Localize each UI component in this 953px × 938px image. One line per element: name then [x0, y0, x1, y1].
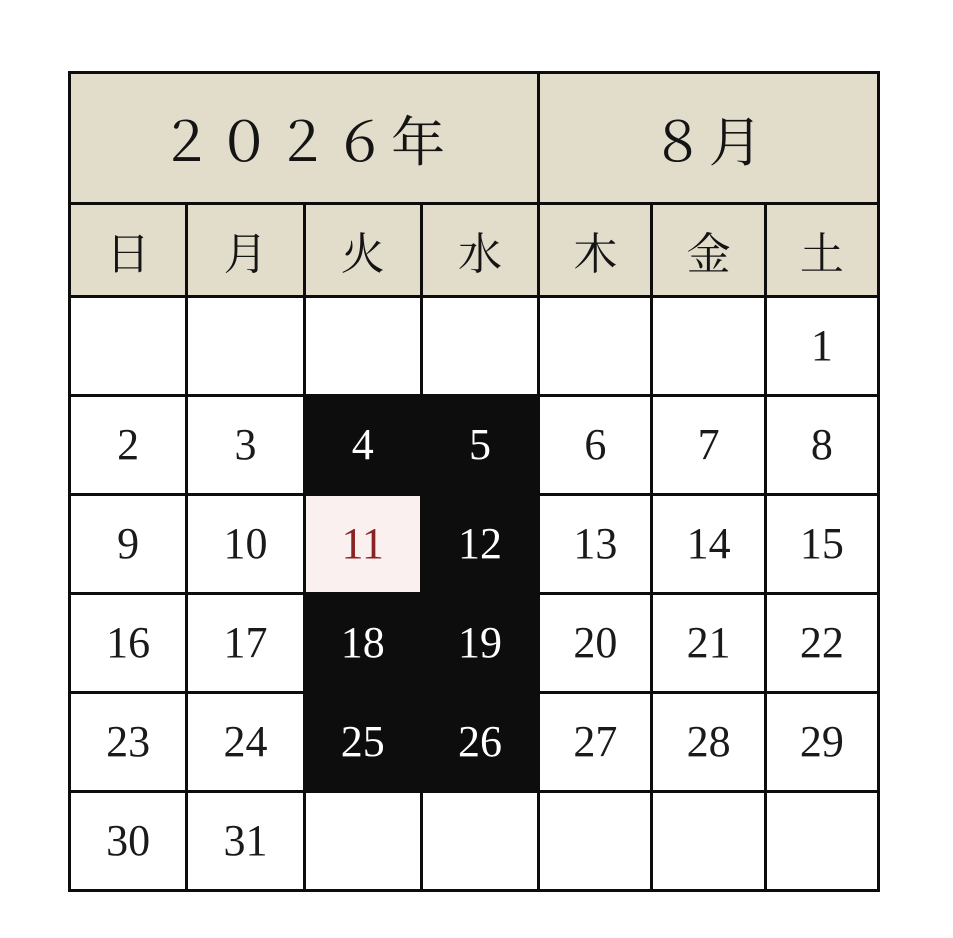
calendar-day-number: 20	[573, 618, 618, 667]
calendar-day-cell-empty	[765, 792, 878, 891]
weekday-header-1: 月	[187, 204, 304, 297]
calendar-day-number: 12	[458, 519, 503, 568]
calendar-day-number: 13	[573, 519, 618, 568]
calendar-day-cell-empty	[421, 792, 538, 891]
calendar-week-row	[70, 297, 879, 396]
calendar-day-cell[interactable]	[304, 693, 421, 792]
calendar-day-cell[interactable]	[765, 396, 878, 495]
calendar-day-cell[interactable]	[304, 495, 421, 594]
calendar-day-number: 11	[341, 519, 384, 568]
calendar-day-cell-empty	[304, 792, 421, 891]
calendar-day-cell[interactable]	[421, 693, 538, 792]
calendar-day-cell[interactable]	[187, 594, 304, 693]
calendar-day-number: 1	[810, 321, 833, 370]
calendar-day-number: 15	[799, 519, 844, 568]
calendar-day-number: 9	[117, 519, 140, 568]
calendar-week-row	[70, 792, 879, 891]
calendar-day-number: 5	[469, 420, 492, 469]
calendar-day-number: 7	[697, 420, 720, 469]
calendar-day-cell[interactable]	[539, 495, 652, 594]
calendar-day-number: 27	[573, 717, 618, 766]
calendar-day-number: 22	[799, 618, 844, 667]
calendar-year-label: ２０２６年	[70, 73, 539, 204]
calendar-day-number: 24	[223, 717, 268, 766]
calendar-day-cell[interactable]	[765, 297, 878, 396]
calendar-day-cell[interactable]	[304, 594, 421, 693]
calendar-day-number: 8	[810, 420, 833, 469]
calendar-day-number: 29	[799, 717, 844, 766]
calendar-day-cell[interactable]	[765, 693, 878, 792]
calendar-day-cell-empty	[652, 297, 765, 396]
calendar-day-number: 19	[458, 618, 503, 667]
calendar-day-number: 6	[584, 420, 607, 469]
calendar-day-number: 4	[351, 420, 374, 469]
calendar-body	[70, 73, 879, 891]
calendar-day-cell[interactable]	[652, 594, 765, 693]
calendar-week-row	[70, 495, 879, 594]
calendar-day-cell[interactable]	[70, 396, 187, 495]
calendar-day-number: 31	[223, 816, 268, 865]
calendar-day-cell[interactable]	[421, 495, 538, 594]
calendar-day-cell[interactable]	[70, 594, 187, 693]
calendar-day-cell[interactable]	[187, 792, 304, 891]
weekday-header-5: 金	[652, 204, 765, 297]
calendar-day-number: 21	[686, 618, 731, 667]
weekday-header-4: 木	[539, 204, 652, 297]
calendar-day-number: 16	[106, 618, 151, 667]
calendar-week-row	[70, 396, 879, 495]
calendar-day-cell-empty	[70, 297, 187, 396]
monthly-calendar	[68, 71, 880, 892]
calendar-day-number: 28	[686, 717, 731, 766]
calendar-month-label: ８月	[539, 73, 879, 204]
weekday-header-6: 土	[765, 204, 878, 297]
calendar-day-number: 17	[223, 618, 268, 667]
calendar-day-cell[interactable]	[70, 792, 187, 891]
calendar-day-cell[interactable]	[765, 495, 878, 594]
calendar-day-cell[interactable]	[539, 693, 652, 792]
calendar-day-cell[interactable]	[652, 693, 765, 792]
calendar-day-number: 18	[340, 618, 385, 667]
calendar-day-cell[interactable]	[304, 396, 421, 495]
calendar-day-cell[interactable]	[539, 594, 652, 693]
calendar-day-number: 3	[234, 420, 257, 469]
calendar-day-cell-empty	[187, 297, 304, 396]
calendar-day-cell[interactable]	[187, 396, 304, 495]
calendar-day-number: 2	[117, 420, 140, 469]
weekday-header-3: 水	[421, 204, 538, 297]
calendar-day-cell[interactable]	[70, 495, 187, 594]
weekday-header-2: 火	[304, 204, 421, 297]
calendar-day-cell-empty	[539, 792, 652, 891]
calendar-day-cell[interactable]	[421, 594, 538, 693]
calendar-day-number: 30	[106, 816, 151, 865]
calendar-day-cell[interactable]	[187, 693, 304, 792]
calendar-day-number: 10	[223, 519, 268, 568]
calendar-week-row	[70, 594, 879, 693]
calendar-day-number: 23	[106, 717, 151, 766]
calendar-day-cell[interactable]	[652, 495, 765, 594]
calendar-week-row	[70, 693, 879, 792]
calendar-day-cell[interactable]	[765, 594, 878, 693]
weekday-header-0: 日	[70, 204, 187, 297]
calendar-day-number: 26	[458, 717, 503, 766]
calendar-day-cell[interactable]	[187, 495, 304, 594]
calendar-day-cell[interactable]	[539, 396, 652, 495]
calendar-day-cell[interactable]	[652, 396, 765, 495]
calendar-day-number: 14	[686, 519, 731, 568]
calendar-day-cell[interactable]	[421, 396, 538, 495]
weekday-header-row	[70, 204, 879, 297]
calendar-day-cell-empty	[304, 297, 421, 396]
calendar-day-cell-empty	[421, 297, 538, 396]
calendar-day-number: 25	[340, 717, 385, 766]
calendar-day-cell-empty	[652, 792, 765, 891]
calendar-title-row	[70, 73, 879, 204]
calendar-day-cell-empty	[539, 297, 652, 396]
calendar-day-cell[interactable]	[70, 693, 187, 792]
